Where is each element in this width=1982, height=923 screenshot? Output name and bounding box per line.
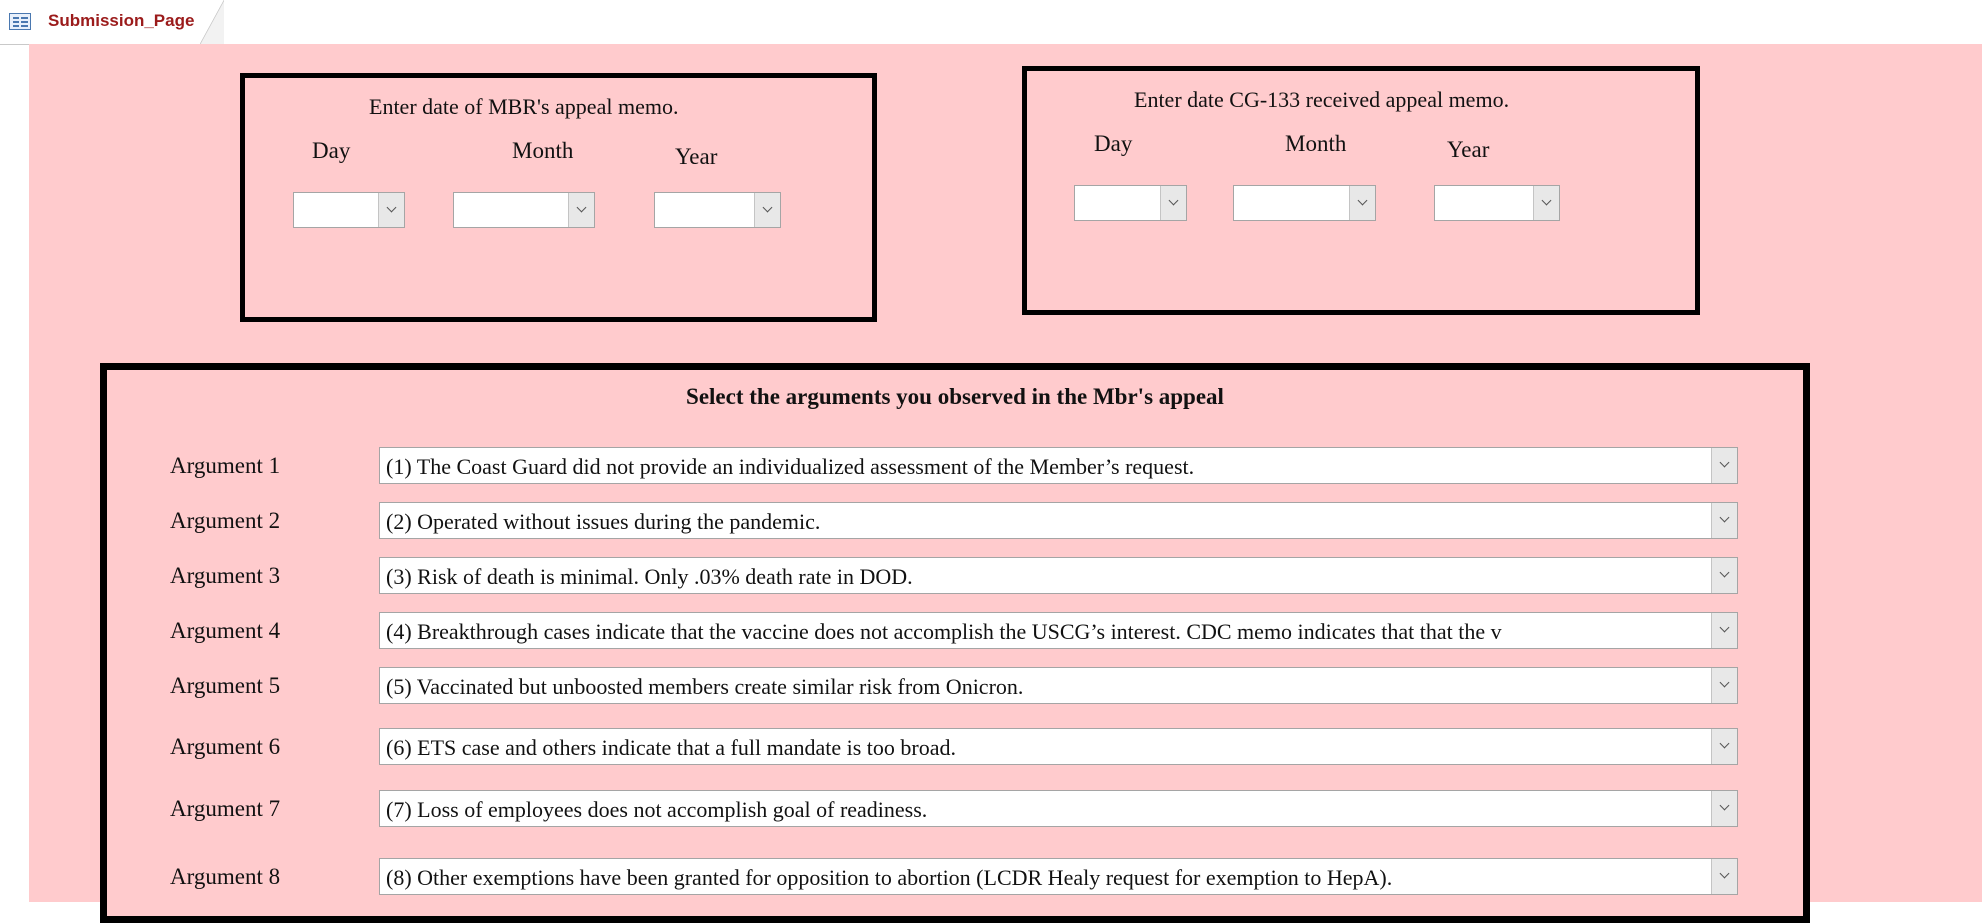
arguments-box [100, 363, 1810, 923]
argument-value: (2) Operated without issues during the pandemic. [386, 509, 821, 534]
chevron-down-icon[interactable] [1711, 859, 1737, 894]
argument-label: Argument 1 [170, 453, 281, 478]
argument-value: (1) The Coast Guard did not provide an individualized assessment of the Member’s request. [386, 454, 1195, 479]
argument-label: Argument 5 [170, 673, 281, 698]
argument-8-dropdown[interactable] [379, 858, 1738, 895]
received-date-box [1022, 66, 1700, 315]
memo-month-label: Month [512, 138, 574, 163]
memo-date-title: Enter date of MBR's appeal memo. [369, 94, 679, 119]
received-year-label: Year [1447, 137, 1490, 162]
argument-value: (6) ETS case and others indicate that a full mandate is too broad. [386, 735, 956, 760]
argument-label: Argument 3 [170, 563, 281, 588]
tab-label: Submission_Page [48, 11, 195, 30]
memo-day-label: Day [312, 138, 351, 163]
argument-7-dropdown[interactable] [379, 790, 1738, 827]
argument-label: Argument 6 [170, 734, 281, 759]
argument-2-dropdown[interactable] [379, 502, 1738, 539]
chevron-down-icon[interactable] [1711, 448, 1737, 483]
document-tab-strip [0, 0, 1982, 45]
tab-corner [200, 0, 224, 44]
chevron-down-icon[interactable] [378, 193, 404, 227]
chevron-down-icon[interactable] [754, 193, 780, 227]
received-date-title: Enter date CG-133 received appeal memo. [1134, 87, 1510, 112]
argument-1-dropdown[interactable] [379, 447, 1738, 484]
chevron-down-icon[interactable] [1711, 791, 1737, 826]
argument-5-dropdown[interactable] [379, 667, 1738, 704]
received-day-label: Day [1094, 131, 1133, 156]
chevron-down-icon[interactable] [568, 193, 594, 227]
argument-4-dropdown[interactable] [379, 612, 1738, 649]
argument-label: Argument 2 [170, 508, 281, 533]
tab-submission-page[interactable] [0, 0, 223, 44]
chevron-down-icon[interactable] [1711, 668, 1737, 703]
received-day-dropdown[interactable] [1074, 185, 1187, 221]
chevron-down-icon[interactable] [1160, 186, 1186, 220]
chevron-down-icon[interactable] [1349, 186, 1375, 220]
argument-value: (7) Loss of employees does not accomplish goal of readiness. [386, 797, 928, 822]
arguments-title: Select the arguments you observed in the Mbr's appeal [686, 384, 1224, 409]
memo-day-dropdown[interactable] [293, 192, 405, 228]
argument-3-dropdown[interactable] [379, 557, 1738, 594]
chevron-down-icon[interactable] [1711, 613, 1737, 648]
chevron-down-icon[interactable] [1533, 186, 1559, 220]
argument-label: Argument 8 [170, 864, 281, 889]
chevron-down-icon[interactable] [1711, 729, 1737, 764]
argument-label: Argument 7 [170, 796, 281, 821]
form-icon [9, 13, 31, 30]
argument-label: Argument 4 [170, 618, 281, 643]
argument-6-dropdown[interactable] [379, 728, 1738, 765]
argument-value: (8) Other exemptions have been granted for opposition to abortion (LCDR Healy request for exemption to HepA). [386, 865, 1393, 890]
chevron-down-icon[interactable] [1711, 503, 1737, 538]
memo-month-dropdown[interactable] [453, 192, 595, 228]
memo-date-box [240, 73, 877, 322]
argument-value: (3) Risk of death is minimal. Only .03% death rate in DOD. [386, 564, 913, 589]
received-month-dropdown[interactable] [1233, 185, 1376, 221]
memo-year-label: Year [675, 144, 718, 169]
received-month-label: Month [1285, 131, 1347, 156]
received-year-dropdown[interactable] [1434, 185, 1560, 221]
argument-value: (4) Breakthrough cases indicate that the vaccine does not accomplish the USCG’s interest. CDC memo indicates that that the v [386, 619, 1502, 644]
memo-year-dropdown[interactable] [654, 192, 781, 228]
argument-value: (5) Vaccinated but unboosted members create similar risk from Onicron. [386, 674, 1024, 699]
chevron-down-icon[interactable] [1711, 558, 1737, 593]
